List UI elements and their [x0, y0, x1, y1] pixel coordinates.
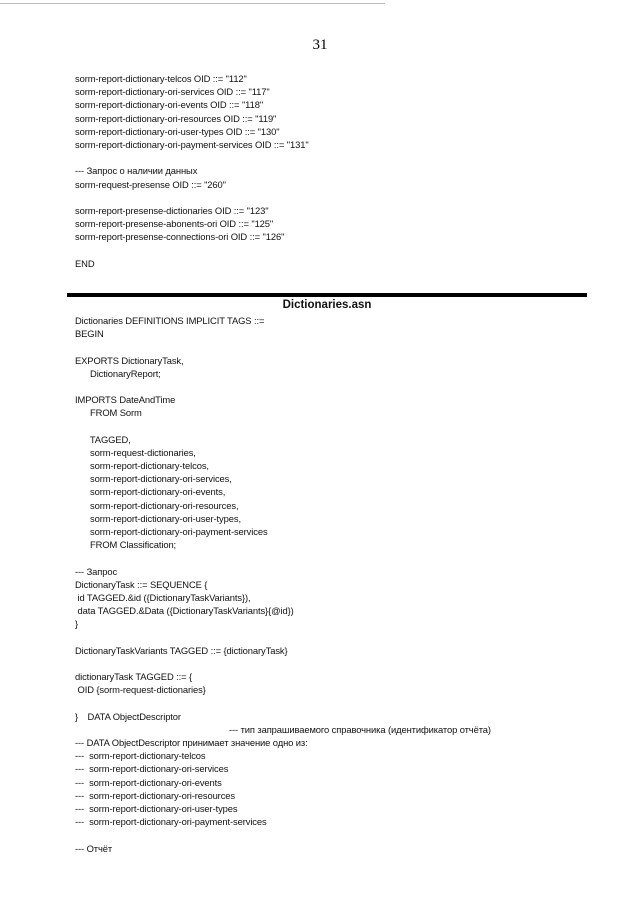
code-line: EXPORTS DictionaryTask, [75, 354, 184, 366]
code-line: DictionaryTaskVariants TAGGED ::= {dictionaryTask} [75, 644, 288, 656]
section-divider-bar [67, 293, 587, 297]
code-line: sorm-report-dictionary-ori-user-types, [75, 512, 241, 524]
code-line: sorm-report-dictionary-ori-services, [75, 473, 232, 485]
file-title: Dictionaries.asn [282, 299, 372, 311]
blank-line [75, 631, 595, 644]
code-line-data-descriptor [75, 696, 595, 735]
code-line: data TAGGED.&Data ({DictionaryTaskVariants}{@id}) [75, 605, 294, 617]
code-line: sorm-report-dictionary-ori-events OID ::= "118" [75, 99, 264, 111]
code-line: sorm-request-presense OID ::= "260" [75, 178, 226, 190]
code-line: DictionaryTask ::= SEQUENCE { [75, 578, 208, 590]
code-line: --- DATA ObjectDescriptor принимает значение одно из: [75, 737, 308, 748]
code-line: --- sorm-report-dictionary-ori-payment-services [75, 816, 267, 828]
code-line: sorm-report-presense-dictionaries OID ::= "123" [75, 204, 269, 216]
code-line: FROM Classification; [75, 539, 177, 551]
code-line: --- Запрос [75, 565, 118, 577]
code-line: END [75, 257, 95, 269]
code-line: } [75, 710, 79, 722]
code-comment: --- тип запрашиваемого справочника (идентификатор отчёта) [229, 723, 491, 735]
code-line: --- sorm-report-dictionary-telcos [75, 750, 206, 762]
code-line: --- sorm-report-dictionary-ori-events [75, 776, 222, 788]
code-line: --- Запрос о наличии данных [75, 165, 198, 177]
code-line: Dictionaries DEFINITIONS IMPLICIT TAGS ::= [75, 315, 265, 326]
blank-line [75, 420, 595, 433]
code-line: sorm-report-dictionary-ori-payment-services OID ::= "131" [75, 138, 309, 150]
blank-line [75, 380, 595, 393]
code-line: --- Отчёт [75, 842, 113, 854]
code-line: OID {sorm-request-dictionaries} [75, 684, 206, 696]
blank-line [75, 151, 309, 164]
code-line: BEGIN [75, 328, 104, 340]
code-line: sorm-request-dictionaries, [75, 446, 196, 458]
code-line: sorm-report-dictionary-ori-resources, [75, 499, 239, 511]
oid-definitions-block [75, 72, 309, 270]
code-text: DATA ObjectDescriptor [85, 710, 181, 722]
asn-module-body [75, 314, 595, 855]
blank-line [75, 657, 595, 670]
code-line: TAGGED, [75, 433, 131, 445]
blank-line [75, 828, 595, 841]
blank-line [75, 243, 309, 256]
blank-line [75, 551, 595, 564]
scan-top-edge-line [0, 3, 385, 4]
code-line: --- sorm-report-dictionary-ori-user-types [75, 802, 238, 814]
code-line: sorm-report-presense-abonents-ori OID ::= "125" [75, 218, 274, 230]
code-line: sorm-report-presense-connections-ori OID ::= "126" [75, 231, 285, 243]
code-line: --- sorm-report-dictionary-ori-resources [75, 789, 235, 801]
page-number: 31 [312, 37, 328, 53]
code-line: id TAGGED.&id ({DictionaryTaskVariants}), [75, 591, 251, 603]
code-line: sorm-report-dictionary-ori-payment-services [75, 526, 268, 537]
code-line: sorm-report-dictionary-telcos, [75, 460, 209, 472]
code-line: sorm-report-dictionary-ori-services OID ::= "117" [75, 86, 270, 98]
code-line: IMPORTS DateAndTime [75, 394, 176, 406]
code-line: --- sorm-report-dictionary-ori-services [75, 763, 229, 775]
code-line: sorm-report-dictionary-telcos OID ::= "112" [75, 73, 247, 84]
code-line: sorm-report-dictionary-ori-resources OID ::= "119" [75, 112, 277, 124]
code-line: } [75, 618, 79, 630]
code-line: DictionaryReport; [75, 367, 161, 379]
blank-line [75, 340, 595, 353]
code-line: FROM Sorm [75, 407, 142, 419]
code-line: sorm-report-dictionary-ori-events, [75, 486, 226, 498]
code-line: dictionaryTask TAGGED ::= { [75, 671, 193, 683]
blank-line [75, 191, 309, 204]
code-line: sorm-report-dictionary-ori-user-types OID ::= "130" [75, 125, 280, 137]
